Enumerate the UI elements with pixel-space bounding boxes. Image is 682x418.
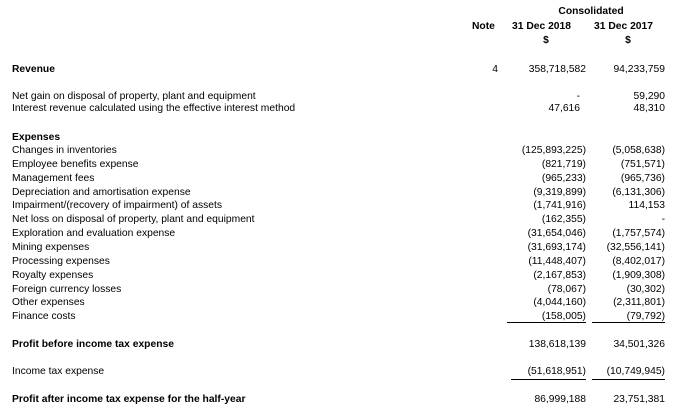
profit-after-tax-label: Profit after income tax expense for the half-year xyxy=(12,394,246,405)
revenue-2017: 94,233,759 xyxy=(613,64,665,75)
expense-label: Impairment/(recovery of impairment) of assets xyxy=(12,200,223,211)
expense-2017: (30,302) xyxy=(626,284,665,295)
profit-before-tax-2018: 138,618,139 xyxy=(528,339,586,350)
expense-2017: - xyxy=(661,214,665,225)
expense-label: Processing expenses xyxy=(12,256,110,267)
expense-2018: (158,005) xyxy=(541,311,586,322)
profit-before-tax-2017: 34,501,326 xyxy=(613,339,665,350)
income-tax-label: Income tax expense xyxy=(12,366,105,377)
expense-2017: (6,131,306) xyxy=(612,187,665,198)
expense-2018: (9,319,899) xyxy=(533,187,586,198)
col-2018-header: 31 Dec 2018 xyxy=(512,21,571,32)
expense-2018: (1,741,916) xyxy=(533,200,586,211)
expense-2017: (2,311,801) xyxy=(613,297,665,308)
currency-2017: $ xyxy=(625,35,631,46)
interest-revenue-2018: 47,616 xyxy=(548,103,580,114)
expense-label: Changes in inventories xyxy=(12,145,117,156)
expense-2017: (32,556,141) xyxy=(606,242,665,253)
expense-2018: (11,448,407) xyxy=(528,256,586,267)
expense-label: Depreciation and amortisation expense xyxy=(12,187,191,198)
expenses-heading: Expenses xyxy=(12,132,61,143)
interest-revenue-label: Interest revenue calculated using the effective interest method xyxy=(12,103,296,114)
expense-2018: (2,167,853) xyxy=(533,270,586,281)
expense-label: Mining expenses xyxy=(12,242,90,253)
expense-2017: 114,153 xyxy=(628,200,665,211)
expense-label: Net loss on disposal of property, plant and equipment xyxy=(12,214,255,225)
expense-2017: (1,757,574) xyxy=(612,228,665,239)
revenue-2018: 358,718,582 xyxy=(528,64,586,75)
revenue-note: 4 xyxy=(492,64,498,75)
income-tax-2018: (51,618,951) xyxy=(527,366,586,377)
gain-disposal-2017: 59,290 xyxy=(633,91,665,102)
expense-label: Foreign currency losses xyxy=(12,284,122,295)
expense-2017: (8,402,017) xyxy=(612,256,665,267)
expense-label: Finance costs xyxy=(12,311,76,322)
col-2017-header: 31 Dec 2017 xyxy=(594,21,653,32)
revenue-label: Revenue xyxy=(12,64,55,75)
expense-2018: (125,893,225) xyxy=(521,145,586,156)
profit-before-tax-label: Profit before income tax expense xyxy=(12,339,174,350)
gain-disposal-2018: - xyxy=(576,91,580,102)
expense-label: Other expenses xyxy=(12,297,85,308)
note-header: Note xyxy=(472,21,495,32)
profit-after-tax-2018: 86,999,188 xyxy=(534,394,586,405)
expense-2018: (162,355) xyxy=(541,214,586,225)
expense-2018: (31,654,046) xyxy=(527,228,586,239)
expense-label: Royalty expenses xyxy=(12,270,94,281)
expense-2018: (31,693,174) xyxy=(527,242,586,253)
expense-2017: (751,571) xyxy=(620,159,665,170)
interest-revenue-2017: 48,310 xyxy=(633,103,665,114)
expense-2018: (4,044,160) xyxy=(533,297,586,308)
currency-2018: $ xyxy=(543,35,549,46)
income-tax-2017-underline xyxy=(592,379,665,380)
profit-after-tax-2017: 23,751,381 xyxy=(613,394,665,405)
expense-label: Exploration and evaluation expense xyxy=(12,228,176,239)
income-tax-2017: (10,749,945) xyxy=(606,366,665,377)
expense-2018: (78,067) xyxy=(547,284,586,295)
expense-2017: (5,058,638) xyxy=(612,145,665,156)
expense-label: Management fees xyxy=(12,173,95,184)
expense-2018: (821,719) xyxy=(541,159,586,170)
finance-costs-2018-underline xyxy=(507,322,586,323)
expense-label: Employee benefits expense xyxy=(12,159,139,170)
expense-2017: (79,792) xyxy=(626,311,665,322)
expense-2018: (965,233) xyxy=(541,173,586,184)
expense-2017: (965,736) xyxy=(620,173,665,184)
expense-2017: (1,909,308) xyxy=(612,270,665,281)
consolidated-header: Consolidated xyxy=(558,6,624,17)
gain-disposal-label: Net gain on disposal of property, plant and equipment xyxy=(12,91,256,102)
income-tax-2018-underline xyxy=(511,379,586,380)
finance-costs-2017-underline xyxy=(592,322,665,323)
